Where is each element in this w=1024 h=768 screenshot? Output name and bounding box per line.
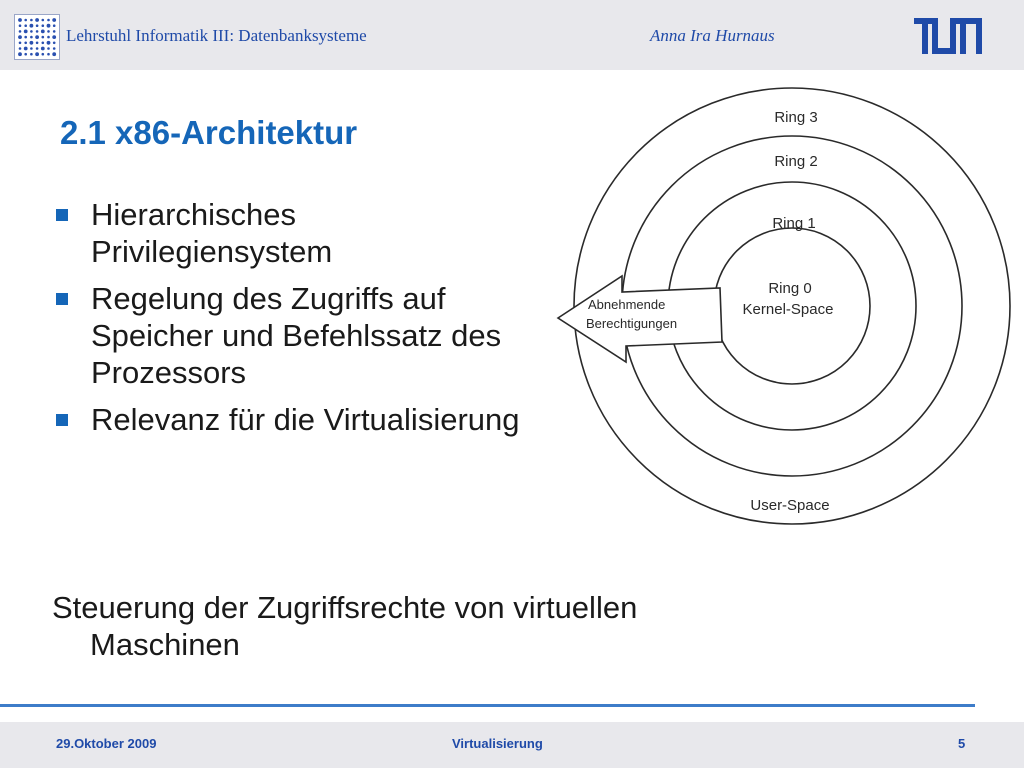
logo-dot [52,35,56,39]
logo-dot [19,42,22,45]
footer-date: 29.Oktober 2009 [56,736,157,751]
logo-dot [19,24,22,27]
logo-dot [24,47,28,51]
logo-dot [19,47,22,50]
footer-divider [0,704,975,707]
logo-dot [30,53,33,56]
plain-text-line: Steuerung der Zugriffsrechte von virtuellen Maschinen [52,590,638,662]
logo-dot [47,41,51,45]
logo-dot [24,30,28,34]
bullet-text: Hierarchisches Privilegiensystem [91,197,333,269]
logo-dot [30,24,34,28]
arrow-label-line-1: Abnehmende [588,297,666,312]
logo-dot [18,18,22,22]
ring-0-label: Ring 0 [768,280,812,297]
user-space-label: User-Space [750,497,830,514]
logo-dot [42,53,45,56]
logo-dot [35,52,39,56]
bullet-item [50,196,391,270]
logo-dot [36,47,39,50]
author-name: Anna Ira Hurnaus [650,26,775,45]
logo-dot [47,47,50,50]
logo-dot [18,35,22,39]
footer-topic: Virtualisierung [452,736,543,751]
logo-dot [36,30,39,33]
ring-3-label: Ring 3 [774,109,818,126]
logo-dot [24,19,27,22]
page-number: 5 [958,736,966,751]
header-band [0,0,1024,70]
logo-dot [53,30,56,33]
bullet-item [50,280,531,391]
logo-dot [41,47,45,51]
footer-band [0,722,1024,768]
logo-dot [53,47,56,50]
kernel-space-label: Kernel-Space [742,301,834,318]
privilege-rings-diagram [550,80,1020,530]
logo-dot [47,36,50,39]
bullet-text: Regelung des Zugriffs auf Speicher und Befehlssatz des Prozessors [91,281,502,390]
bullet-square-icon [56,209,68,221]
slide-title: 2.1 x86-Architektur [60,114,358,151]
logo-dot [47,30,50,33]
logo-dot [18,52,22,56]
logo-dot [42,42,45,45]
logo-dot [24,24,27,27]
logo-dot [47,19,50,22]
tum-logo [914,18,982,54]
logo-dot [53,24,56,27]
logo-dot [36,42,39,45]
logo-dot [24,53,27,56]
logo-dot [36,24,39,27]
logo-dot [52,52,56,56]
logo-dot [19,30,22,33]
logo-dot [30,47,33,50]
logo-dot [41,30,45,34]
logo-dot [30,19,33,22]
logo-dot [47,24,51,28]
logo-dot [42,19,45,22]
chair-name: Lehrstuhl Informatik III: Datenbanksysteme [66,26,367,45]
ring-1-label: Ring 1 [772,215,816,232]
arrow-label-line-2: Berechtigungen [586,316,678,331]
logo-dot [42,36,45,39]
logo-dot [35,18,39,22]
chair-logo-icon [14,14,60,60]
logo-dot [35,35,39,39]
bullet-square-icon [56,293,68,305]
logo-dot [42,24,45,27]
bullet-text: Relevanz für die Virtualisierung [91,402,520,437]
bullet-square-icon [56,414,68,426]
logo-dot [47,53,50,56]
logo-dot [24,42,27,45]
logo-dot [52,18,56,22]
ring-2-label: Ring 2 [774,153,818,170]
logo-dot [30,41,34,45]
logo-dot [24,36,27,39]
logo-dot [30,30,33,33]
logo-dot [53,42,56,45]
logo-dot [30,36,33,39]
